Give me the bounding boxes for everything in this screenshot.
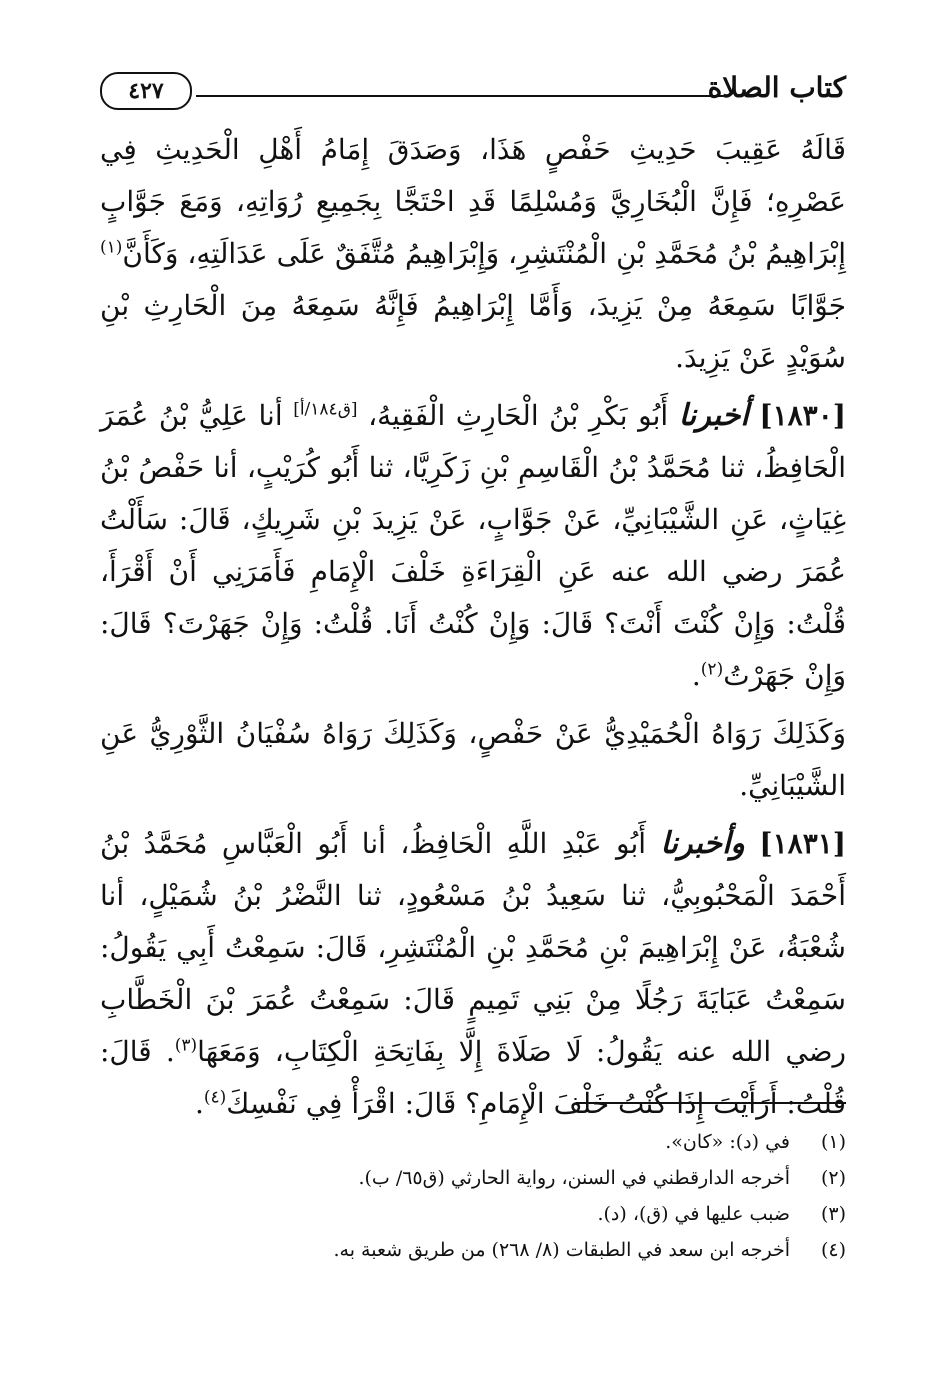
footnote-number: (١) — [820, 1131, 846, 1153]
footnote-ref: (١) — [100, 237, 123, 258]
hadith-number: [١٨٣٠] — [759, 399, 846, 432]
paragraph-text: . قَالَ: قُلْتُ: أَرَأَيْتَ إِذَا كُنْتُ خَلْفَ الْإِمَامِ؟ قَالَ: اقْرَأْ فِي نَفْسِكَ — [100, 1035, 846, 1120]
hadith-number: [١٨٣١] — [759, 827, 847, 860]
hadith-1830 — [100, 390, 846, 702]
footnote — [102, 1196, 846, 1232]
paragraph-text: وَكَذَلِكَ رَوَاهُ الْحُمَيْدِيُّ عَنْ حَفْصٍ، وَكَذَلِكَ رَوَاهُ سُفْيَانُ الثَّوْرِيُّ عَنِ الشَّيْبَانِيِّ. — [100, 717, 846, 802]
footnote-text: أخرجه ابن سعد في الطبقات (٨/ ٢٦٨) من طريق شعبة به. — [333, 1239, 790, 1261]
paragraph-comment — [100, 708, 846, 812]
footnote-number: (٤) — [820, 1239, 846, 1261]
footnote-ref: (٤) — [203, 1087, 227, 1108]
hadith-lead-word: أخبرنا — [678, 398, 749, 433]
footnote-text: ضبب عليها في (ق)، (د). — [597, 1203, 790, 1225]
book-title: كتاب الصلاة — [707, 71, 846, 104]
footnote-text: أخرجه الدارقطني في السنن، رواية الحارثي (ق٦٥/ ب). — [358, 1167, 790, 1189]
paragraph-intro — [100, 124, 846, 384]
hadith-1831 — [100, 818, 846, 1130]
footnote — [102, 1124, 846, 1160]
footnote-text: في (د): «كان». — [665, 1131, 790, 1153]
paragraph-text: جَوَّابًا سَمِعَهُ مِنْ يَزِيدَ، وَأَمَّا إِبْرَاهِيمُ فَإِنَّهُ سَمِعَهُ مِنَ الْحَارِثِ بْنِ سُوَيْدٍ عَنْ يَزِيدَ. — [100, 289, 846, 374]
paragraph-text: أنا عَلِيُّ بْنُ عُمَرَ الْحَافِظُ، ثنا مُحَمَّدُ بْنُ الْقَاسِمِ بْنِ زَكَرِيَّا، ثنا أَبُو كُرَيْبٍ، أنا حَفْصُ بْنُ غِيَاثٍ، عَنِ الشَّيْبَانِيِّ، عَنْ جَوَّابٍ، عَنْ يَزِيدَ بْنِ شَرِيكٍ، قَالَ: سَأَلْتُ عُمَرَ رضي الله عنه عَنِ الْقِرَاءَةِ خَلْفَ الْإِمَامِ فَأَمَرَنِي أَنْ أَقْرَأَ، قُلْتُ: وَإِنْ كُنْتَ أَنْتَ؟ قَالَ: وَإِنْ كُنْتُ أَنَا. قُلْتُ: وَإِنْ جَهَرْتَ؟ قَالَ: وَإِنْ جَهَرْتُ — [100, 399, 846, 692]
paragraph-text: أَبُو بَكْرِ بْنُ الْحَارِثِ الْفَقِيهُ، — [368, 399, 679, 432]
footnote-number: (٣) — [820, 1203, 846, 1225]
hadith-lead-word: وأخبرنا — [660, 826, 745, 861]
footnote-number: (٢) — [820, 1167, 846, 1189]
footnote-ref: (٢) — [700, 659, 724, 680]
paragraph-text: أَبُو عَبْدِ اللَّهِ الْحَافِظُ، أنا أَبُو الْعَبَّاسِ مُحَمَّدُ بْنُ أَحْمَدَ الْمَحْبُوبِيُّ، ثنا سَعِيدُ بْنُ مَسْعُودٍ، ثنا النَّضْرُ بْنُ شُمَيْلٍ، أنا شُعْبَةُ، عَنْ إِبْرَاهِيمَ بْنِ مُحَمَّدِ بْنِ الْمُنْتَشِرِ، قَالَ: سَمِعْتُ أَبِي يَقُولُ: سَمِعْتُ عَبَايَةَ رَجُلًا مِنْ بَنِي تَمِيمٍ قَالَ: سَمِعْتُ عُمَرَ بْنَ الْخَطَّابِ رضي الله عنه يَقُولُ: لَا صَلَاةَ إِلَّا بِفَاتِحَةِ الْكِتَابِ، وَمَعَهَا — [100, 827, 846, 1068]
running-header — [100, 68, 846, 108]
footnote-separator — [576, 1102, 846, 1104]
paragraph-text: قَالَهُ عَقِيبَ حَدِيثِ حَفْصٍ هَذَا، وَصَدَقَ إِمَامُ أَهْلِ الْحَدِيثِ فِي عَصْرِهِ؛ فَإِنَّ الْبُخَارِيَّ وَمُسْلِمًا قَدِ احْتَجَّا بِجَمِيعِ رُوَاتِهِ، وَمَعَ جَوَّابٍ إِبْرَاهِيمُ بْنُ مُحَمَّدِ بْنِ الْمُنْتَشِرِ، وَإِبْرَاهِيمُ مُتَّفَقٌ عَلَى عَدَالَتِهِ، وَكَأَنَّ — [100, 133, 846, 270]
footnote-ref: (٣) — [174, 1035, 198, 1056]
manuscript-folio-mark: [ق١٨٤/أ] — [293, 399, 358, 420]
footnotes — [102, 1124, 846, 1268]
footnote — [102, 1232, 846, 1268]
footnote — [102, 1160, 846, 1196]
header-rule — [196, 95, 726, 97]
page-number: ٤٢٧ — [100, 72, 192, 110]
paragraph-text: . — [194, 1087, 204, 1120]
paragraph-text: . — [691, 659, 701, 692]
body-text — [100, 124, 846, 1130]
